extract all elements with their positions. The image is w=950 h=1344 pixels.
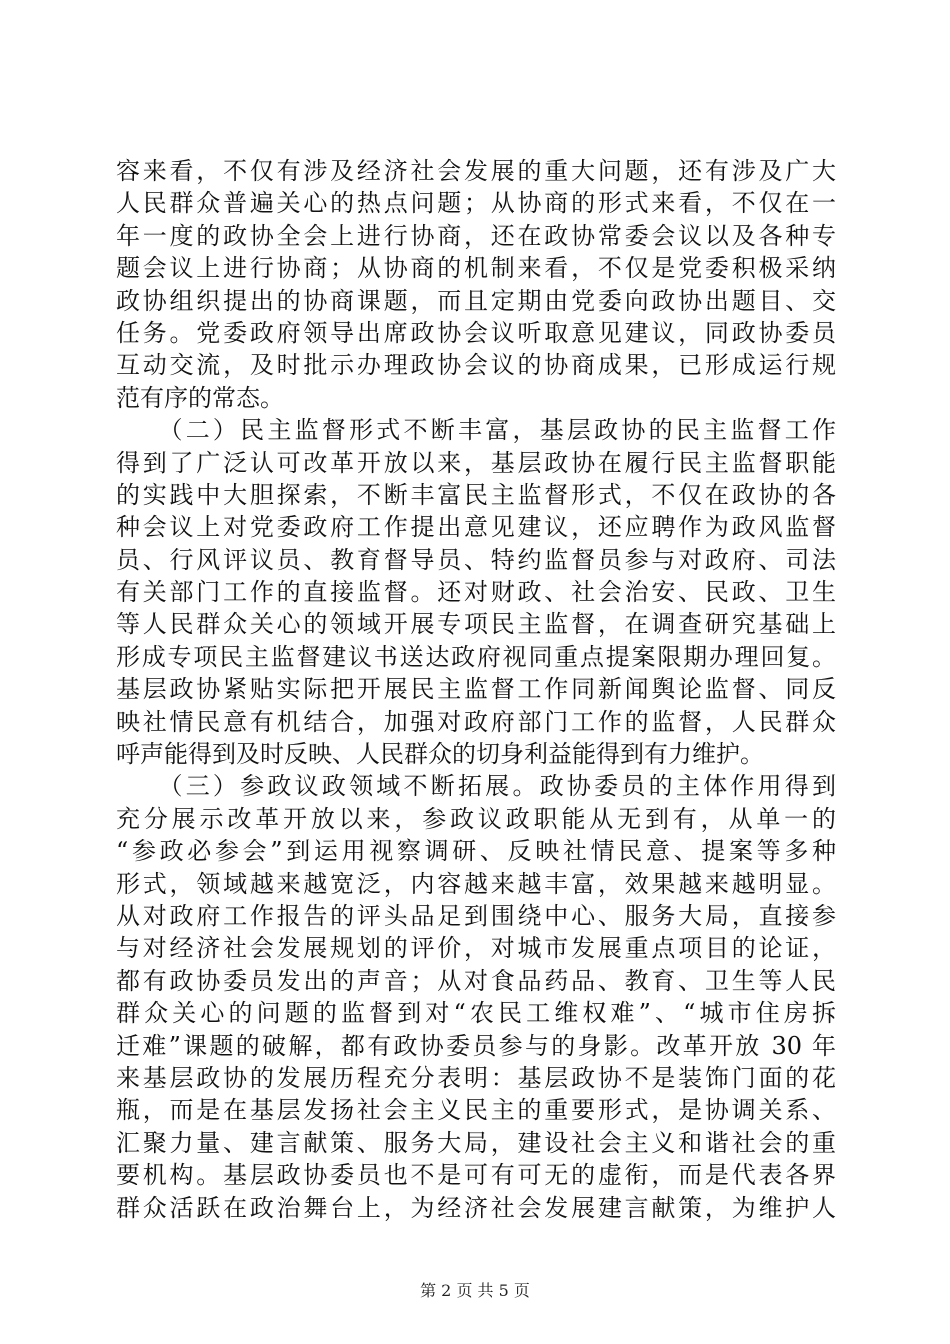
- text-line: 要机构。基层政协委员也不是可有可无的虚衔，而是代表各界: [116, 1161, 836, 1190]
- text-line: 充分展示改革开放以来，参政议政职能从无到有，从单一的: [116, 804, 836, 833]
- text-line: 互动交流，及时批示办理政协会议的协商成果，已形成运行规: [116, 351, 836, 380]
- section-heading-line: （三）参政议政领域不断拓展。政协委员的主体作用得到: [116, 772, 836, 801]
- text-line: 种会议上对党委政府工作提出意见建议，还应聘作为政风监督: [116, 513, 836, 542]
- page-footer: 第 2 页 共 5 页: [420, 1281, 530, 1300]
- text-line: 得到了广泛认可改革开放以来，基层政协在履行民主监督职能: [116, 448, 836, 477]
- text-line: 形成专项民主监督建议书送达政府视同重点提案限期办理回复。: [116, 642, 836, 671]
- text-line: 瓶，而是在基层发扬社会主义民主的重要形式，是协调关系、: [116, 1096, 836, 1125]
- text-line: 有关部门工作的直接监督。还对财政、社会治安、民政、卫生: [116, 578, 836, 607]
- text-line: 来基层政协的发展历程充分表明：基层政协不是装饰门面的花: [116, 1063, 836, 1092]
- text-line: 容来看，不仅有涉及经济社会发展的重大问题，还有涉及广大: [116, 157, 836, 185]
- section-heading-line: （二）民主监督形式不断丰富，基层政协的民主监督工作: [116, 416, 836, 445]
- text-line: 员、行风评议员、教育督导员、特约监督员参与对政府、司法: [116, 545, 836, 574]
- body-text: [116, 155, 836, 1224]
- text-line: 人民群众普遍关心的热点问题；从协商的形式来看，不仅在一: [116, 189, 836, 218]
- text-line: 与对经济社会发展规划的评价，对城市发展重点项目的论证，: [116, 934, 836, 963]
- text-line: 年一度的政协全会上进行协商，还在政协常委会议以及各种专: [116, 221, 836, 250]
- text-line: 都有政协委员发出的声音；从对食品药品、教育、卫生等人民: [116, 966, 836, 995]
- text-line: 政协组织提出的协商课题，而且定期由党委向政协出题目、交: [116, 286, 836, 315]
- text-line: 汇聚力量、建言献策、服务大局，建设社会主义和谐社会的重: [116, 1128, 836, 1157]
- text-line: 范有序的常态。: [116, 383, 284, 412]
- text-line: 从对政府工作报告的评头品足到围绕中心、服务大局，直接参: [116, 901, 836, 930]
- text-line: 题会议上进行协商；从协商的机制来看，不仅是党委积极采纳: [116, 254, 836, 283]
- text-line: 任务。党委政府领导出席政协会议听取意见建议，同政协委员: [116, 318, 836, 347]
- text-line: 基层政协紧贴实际把开展民主监督工作同新闻舆论监督、同反: [116, 675, 836, 704]
- text-line: 群众关心的问题的监督到对“农民工维权难”、“城市住房拆: [116, 999, 836, 1028]
- text-line: 群众活跃在政治舞台上，为经济社会发展建言献策，为维护人: [116, 1193, 836, 1222]
- text-line: 的实践中大胆探索，不断丰富民主监督形式，不仅在政协的各: [116, 480, 836, 509]
- text-line: 形式，领域越来越宽泛，内容越来越丰富，效果越来越明显。: [116, 869, 836, 898]
- text-line: 迁难”课题的破解，都有政协委员参与的身影。改革开放 30 年: [116, 1031, 836, 1060]
- text-line: 映社情民意有机结合，加强对政府部门工作的监督，人民群众: [116, 707, 836, 736]
- text-line: 等人民群众关心的领域开展专项民主监督，在调查研究基础上: [116, 610, 836, 639]
- text-line: 呼声能得到及时反映、人民群众的切身利益能得到有力维护。: [116, 740, 764, 769]
- text-line: “参政必参会”到运用视察调研、反映社情民意、提案等多种: [116, 837, 836, 866]
